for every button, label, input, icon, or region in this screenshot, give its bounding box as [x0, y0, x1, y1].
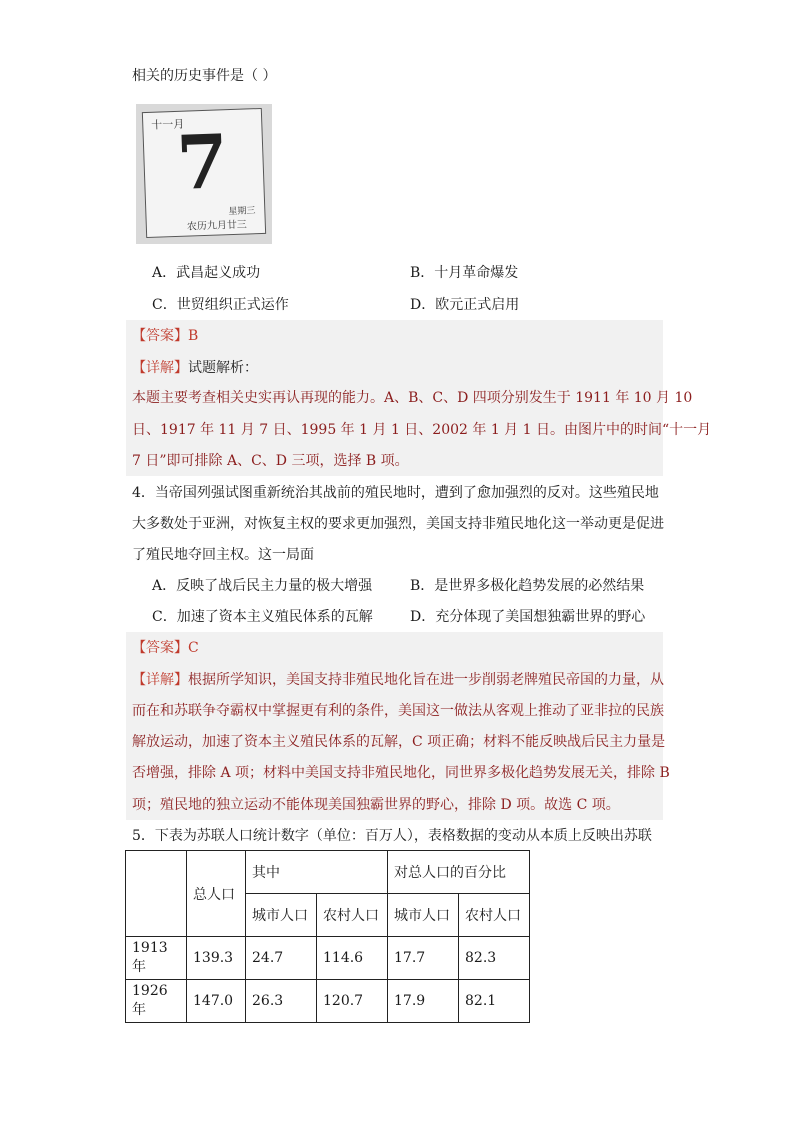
- q4-stem-line: 大多数处于亚洲，对恢复主权的要求更加强烈，美国支持非殖民地化这一举动更是促进: [132, 516, 664, 532]
- row-urban-pct: 17.9: [388, 980, 459, 1023]
- table-row: [126, 937, 530, 980]
- calendar-weekday: 星期三: [228, 206, 256, 218]
- calendar-day: 7: [175, 119, 230, 207]
- row-urban-pct: 17.7: [388, 937, 459, 980]
- q3-answer: [132, 326, 198, 346]
- row-rural: 120.7: [317, 980, 388, 1023]
- table-row: [126, 980, 530, 1023]
- header-group-absolute: 其中: [246, 851, 388, 894]
- q4-stem-line: 了殖民地夺回主权。这一局面: [132, 547, 314, 563]
- detail-label: 【详解】: [132, 360, 188, 376]
- subheader-urban: 城市人口: [246, 894, 317, 937]
- header-group-percentage: 对总人口的百分比: [388, 851, 530, 894]
- q3-stem: 相关的历史事件是（ ）: [132, 68, 277, 84]
- q3-option-b: B．十月革命爆发: [410, 265, 519, 281]
- q4-detail-line: 解放运动，加速了资本主义殖民体系的瓦解，C 项正确；材料不能反映战后民主力量是: [132, 734, 666, 750]
- q4-detail-line: 项；殖民地的独立运动不能体现美国独霸世界的野心，排除 D 项。故选 C 项。: [132, 797, 620, 813]
- q4-answer-block: [126, 632, 666, 820]
- answer-value: C: [188, 640, 199, 656]
- q3-detail-line: 7 日”即可排除 A、C、D 三项，选择 B 项。: [132, 453, 409, 469]
- table-corner-cell: [126, 851, 187, 937]
- q3-detail-line: 日、1917 年 11 月 7 日、1995 年 1 月 1 日、2002 年 1 月 1 日。由图片中的时间“十一月: [132, 422, 712, 438]
- q3-option-c: C．世贸组织正式运作: [152, 297, 289, 313]
- subheader-rural: 农村人口: [317, 894, 388, 937]
- q4-stem-line: 4．当帝国列强试图重新统治其战前的殖民地时，遭到了愈加强烈的反对。这些殖民地: [132, 485, 659, 501]
- subheader-urban-pct: 城市人口: [388, 894, 459, 937]
- detail-text: 根据所学知识，美国支持非殖民地化旨在进一步削弱老牌殖民帝国的力量，从: [188, 672, 664, 688]
- header-total-population: 总人口: [187, 851, 246, 937]
- q4-detail-line: [132, 670, 664, 690]
- row-urban: 26.3: [246, 980, 317, 1023]
- q3-option-a: A．武昌起义成功: [152, 265, 261, 281]
- answer-label: 【答案】: [132, 328, 188, 344]
- q4-option-d: D．充分体现了美国想独霸世界的野心: [410, 609, 646, 625]
- calendar-month: 十一月: [151, 117, 185, 132]
- calendar-image: [136, 104, 272, 244]
- row-rural-pct: 82.1: [459, 980, 530, 1023]
- answer-label: 【答案】: [132, 640, 188, 656]
- q4-detail-line: 而在和苏联争夺霸权中掌握更有利的条件，美国这一做法从客观上推动了亚非拉的民族: [132, 703, 664, 719]
- row-total: 139.3: [187, 937, 246, 980]
- row-year: 1913 年: [126, 937, 187, 980]
- detail-label: 【详解】: [132, 672, 188, 688]
- q4-option-b: B．是世界多极化趋势发展的必然结果: [410, 578, 645, 594]
- row-rural: 114.6: [317, 937, 388, 980]
- subheader-rural-pct: 农村人口: [459, 894, 530, 937]
- q4-option-a: A．反映了战后民主力量的极大增强: [152, 578, 373, 594]
- answer-value: B: [188, 328, 199, 344]
- q3-detail-heading: [132, 358, 258, 378]
- row-year: 1926 年: [126, 980, 187, 1023]
- row-rural-pct: 82.3: [459, 937, 530, 980]
- row-total: 147.0: [187, 980, 246, 1023]
- q3-option-d: D．欧元正式启用: [410, 297, 520, 313]
- row-urban: 24.7: [246, 937, 317, 980]
- table-header-row: [126, 851, 530, 894]
- q4-detail-line: 否增强，排除 A 项；材料中美国支持非殖民地化，同世界多极化趋势发展无关，排除 B: [132, 765, 670, 781]
- calendar-page: [142, 108, 266, 238]
- detail-intro: 试题解析：: [188, 360, 258, 376]
- calendar-lunar-date: 农历九月廿三: [186, 219, 248, 233]
- population-table: [125, 850, 530, 1023]
- q4-option-c: C．加速了资本主义殖民体系的瓦解: [152, 609, 373, 625]
- q3-detail-line: 本题主要考查相关史实再认再现的能力。A、B、C、D 四项分别发生于 1911 年 10 月 10: [132, 390, 693, 406]
- q4-answer: [132, 638, 199, 658]
- q5-stem: 5．下表为苏联人口统计数字（单位：百万人），表格数据的变动从本质上反映出苏联: [132, 828, 652, 844]
